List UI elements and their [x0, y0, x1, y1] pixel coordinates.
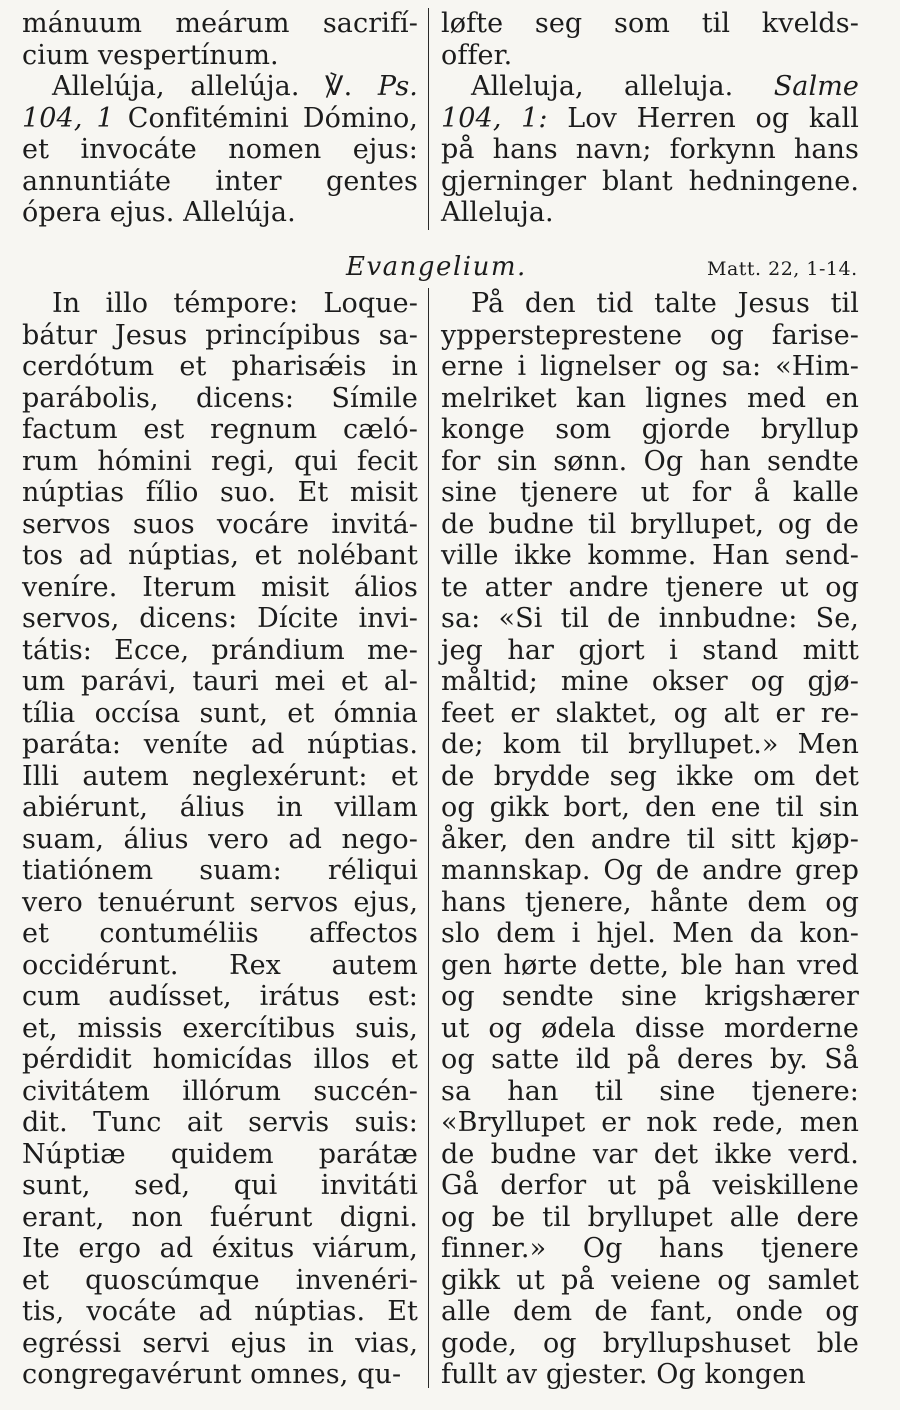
latin-gospel-column [22, 288, 418, 1391]
text-line: parábolis, dicens: Símile [22, 382, 418, 414]
text-line: og satte ild på deres by. Så [441, 1044, 859, 1075]
text-line: gen hørte dette, ble han vred [441, 949, 859, 981]
text-line: cerdótum et pharisǽis in [22, 351, 418, 382]
text-line: gode, og bryllupshuset ble [441, 1327, 859, 1359]
text-line: Alleluja, alleluja. Salme [471, 71, 859, 102]
text-line: ville ikke komme. Han send- [441, 540, 859, 571]
gospel-reference: Matt. 22, 1-14. [707, 258, 858, 280]
text-line: et quoscúmque invenéri- [22, 1264, 418, 1296]
text-line: de; kom til bryllupet.» Men [441, 729, 859, 760]
text-line: erant, non fuérunt digni. [22, 1201, 418, 1233]
text-line: suam, álius vero ad nego- [22, 823, 418, 855]
norwegian-top-para-1 [441, 8, 859, 71]
text-line: vero tenuérunt servos ejus, [22, 886, 418, 918]
text-line: tiatiónem suam: réliqui [22, 855, 418, 886]
text-line: og be til bryllupet alle dere [441, 1201, 859, 1233]
text-line: «Bryllupet er nok rede, men [441, 1107, 859, 1138]
text-line: tátis: Ecce, prándium me- [22, 634, 418, 666]
alleluia-versicle-text: Allelúja, allelúja. ℣. Ps. [52, 71, 418, 102]
text-line: Núptiæ quidem parátæ [22, 1138, 418, 1170]
text-line: løfte seg som til kvelds- [441, 8, 859, 39]
text-line: Ite ergo ad éxitus viárum, [22, 1233, 418, 1264]
text-line: fullt av gjester. Og kongen [441, 1359, 806, 1390]
text-line: og sendte sine krigshærer [441, 981, 859, 1012]
text-line: finner.» Og hans tjenere [441, 1233, 859, 1264]
text-line: sine tjenere ut for å kalle [441, 477, 859, 508]
text-line: servos, dicens: Dícite invi- [22, 603, 418, 634]
text-line: bátur Jesus princípibus sa- [22, 319, 418, 351]
gospel-title: Evangelium. [346, 252, 527, 282]
text-line: yppersteprestene og farise- [441, 319, 859, 351]
text-line: hans tjenere, hånte dem og [441, 886, 859, 918]
text-line: et invocáte nomen ejus: [22, 134, 418, 165]
text-line: konge som gjorde bryllup [441, 414, 859, 445]
text-line: og gikk bort, den ene til sin [441, 792, 859, 823]
text-line: Gå derfor ut på veiskillene [441, 1170, 859, 1201]
text-line: de budne var det ikke verd. [441, 1138, 859, 1170]
text-line: gjerninger blant hedningene. [441, 165, 859, 197]
text-line: rum hómini regi, qui fecit [22, 445, 418, 477]
text-line: sunt, sed, qui invitáti [22, 1170, 418, 1201]
text-line: feet er slaktet, og alt er re- [441, 697, 859, 729]
text-line: dit. Tunc ait servis suis: [22, 1107, 418, 1138]
text-line: ópera ejus. Allelúja. [22, 197, 296, 228]
column-divider-bottom [428, 288, 429, 1388]
text-line: offer. [441, 39, 513, 71]
text-line: erne i lignelser og sa: «Him- [441, 351, 859, 382]
text-line: servos suos vocáre invitá- [22, 508, 418, 540]
text-line: melriket kan lignes med en [441, 382, 859, 414]
text-line: sa han til sine tjenere: [441, 1075, 859, 1107]
text-line: ut og ødela disse morderne [441, 1012, 859, 1044]
text-line: abiérunt, álius in villam [22, 792, 418, 823]
latin-top-para-1 [22, 8, 418, 71]
gospel-heading [0, 252, 900, 288]
text-line: cum audísset, irátus est: [22, 981, 418, 1012]
latin-top-para-2 [22, 71, 418, 229]
text-line: veníre. Iterum misit álios [22, 571, 418, 603]
text-line: núptias fílio suo. Et misit [22, 477, 418, 508]
text-line: de budne til bryllupet, og de [441, 508, 859, 540]
text-line: mánuum meárum sacrifí- [22, 8, 418, 39]
text-line: gikk ut på veiene og samlet [441, 1264, 859, 1296]
text-line: et contuméliis affectos [22, 918, 418, 949]
text-line: pérdidit homicídas illos et [22, 1044, 418, 1075]
column-divider-top [428, 8, 429, 230]
text-line: tos ad núptias, et nolébant [22, 540, 418, 571]
text-line: paráta: veníte ad núptias. [22, 729, 418, 760]
text-line: te atter andre tjenere ut og [441, 571, 859, 603]
text-line: åker, den andre til sitt kjøp- [441, 823, 859, 855]
text-line: cium vespertínum. [22, 39, 279, 71]
text-line [22, 71, 418, 103]
text-line: occidérunt. Rex autem [22, 949, 418, 981]
text-line: tília occísa sunt, et ómnia [22, 697, 418, 729]
text-line: mannskap. Og de andre grep [441, 855, 859, 886]
text-line: Illi autem neglexérunt: et [22, 760, 418, 792]
text-line: 104, 1 Confitémini Dómino, [22, 102, 418, 134]
text-line: tis, vocáte ad núptias. Et [22, 1296, 418, 1327]
text-line: congregavérunt omnes, qu- [22, 1359, 402, 1390]
text-line: egréssi servi ejus in vias, [22, 1327, 418, 1359]
text-line: Alleluja. [441, 197, 554, 228]
text-line: på hans navn; forkynn hans [441, 134, 859, 165]
norwegian-top-para-2 [441, 71, 859, 229]
text-line: In illo témpore: Loque- [52, 288, 418, 319]
latin-column-top [22, 8, 418, 229]
text-line: 104, 1: Lov Herren og kall [441, 102, 859, 134]
text-line: for sin sønn. Og han sendte [441, 445, 859, 477]
norwegian-column-top [441, 8, 859, 229]
text-line: um parávi, tauri mei et al- [22, 666, 418, 697]
text-line: måltid; mine okser og gjø- [441, 666, 859, 697]
text-line: slo dem i hjel. Men da kon- [441, 918, 859, 949]
text-line: de brydde seg ikke om det [441, 760, 859, 792]
text-line: sa: «Si til de innbudne: Se, [441, 603, 859, 634]
text-line: alle dem de fant, onde og [441, 1296, 859, 1327]
text-line: et, missis exercítibus suis, [22, 1012, 418, 1044]
text-line: annuntiáte inter gentes [22, 165, 418, 197]
norwegian-gospel-column [441, 288, 859, 1391]
text-line: civitátem illórum succén- [22, 1075, 418, 1107]
text-line: På den tid talte Jesus til [471, 288, 859, 319]
text-line: factum est regnum cæló- [22, 414, 418, 445]
text-line: jeg har gjort i stand mitt [441, 634, 859, 666]
